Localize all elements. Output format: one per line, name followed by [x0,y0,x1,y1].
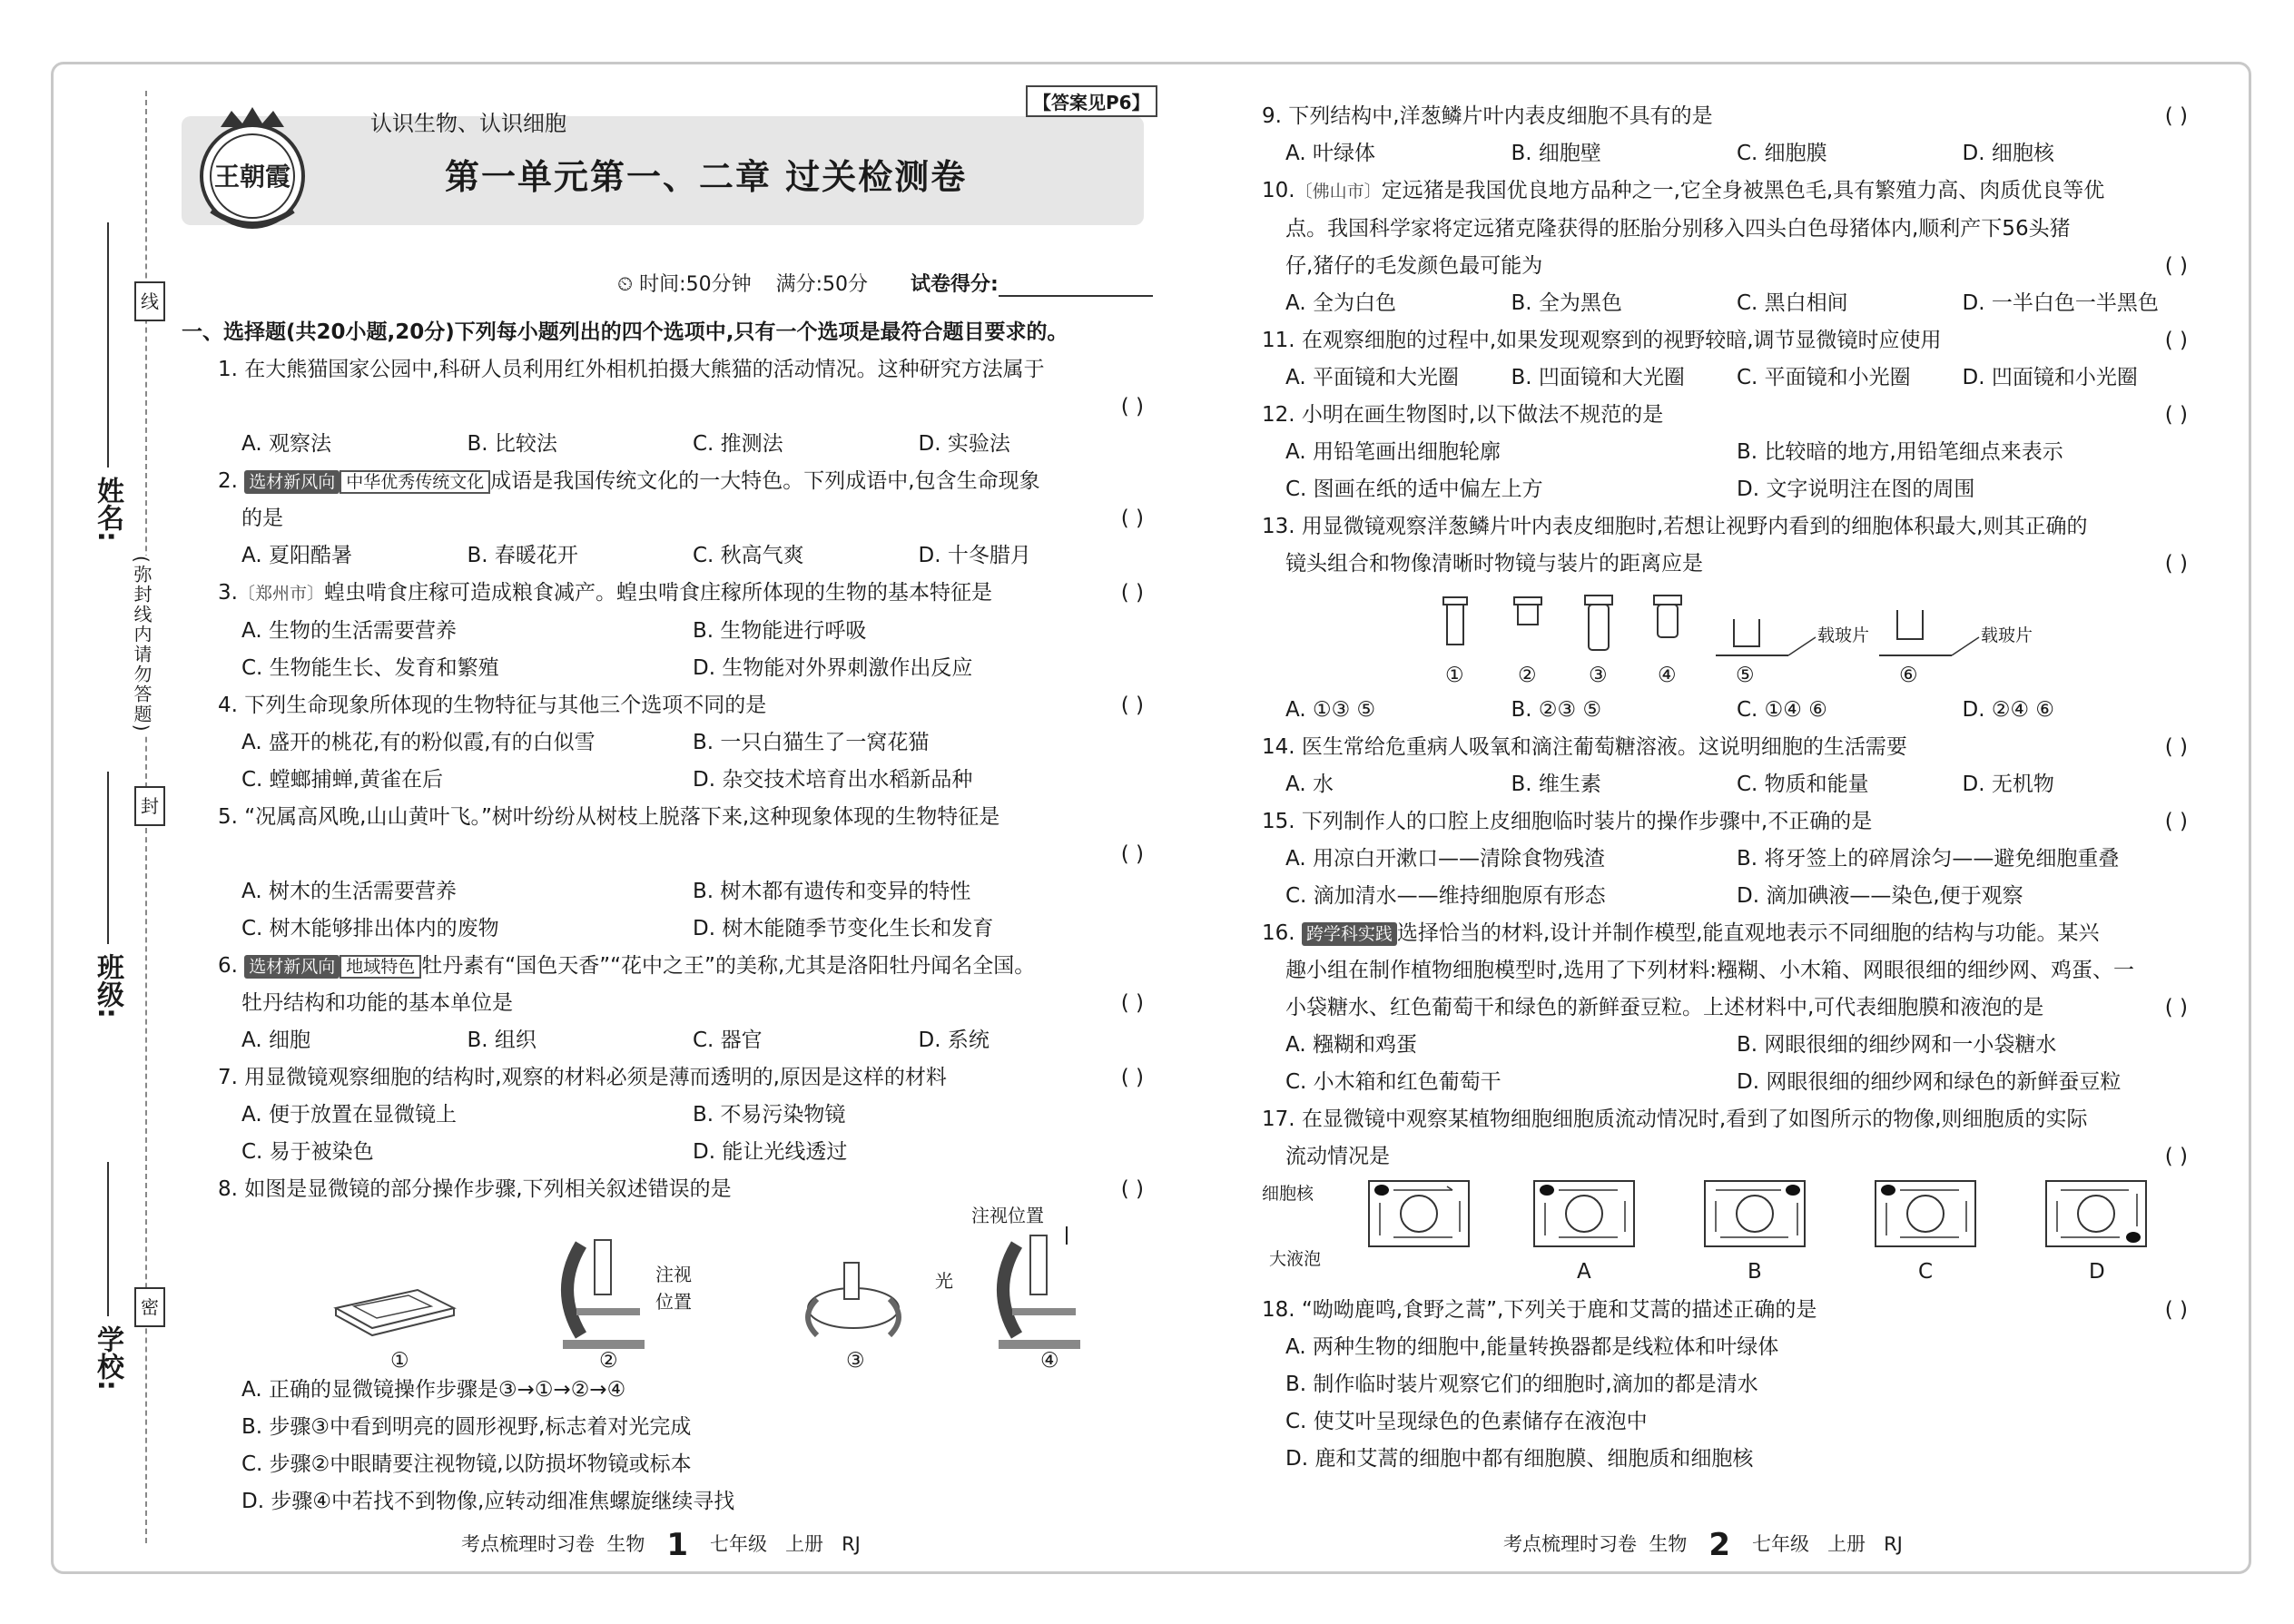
question-1 [182,351,1144,463]
q12-answer-blank[interactable]: ( ) [2164,403,2188,427]
class-label: 班级: [92,953,123,1019]
q6-option-b[interactable]: B. 组织 [467,1029,537,1052]
q1-option-b[interactable]: B. 比较法 [467,432,557,456]
q7-options-row2 [218,1134,1144,1171]
q16-option-d[interactable]: D. 网眼很细的细纱网和绿色的新鲜蚕豆粒 [1737,1070,2122,1094]
q8-fig-label-2: ② [599,1349,618,1373]
q13-fig-label-2: ② [1518,664,1537,687]
unit-subtitle: 认识生物、认识细胞 [370,111,566,136]
q7-option-c[interactable]: C. 易于被染色 [241,1140,374,1164]
q12-options-row2 [1262,471,2188,508]
question-9 [1262,98,2188,172]
q6-tag-region: 地域特色 [340,955,421,979]
full-score: 满分:50分 [775,273,869,296]
q13-lens-4-icon [1654,595,1681,637]
question-16 [1262,915,2188,1101]
q12-option-b[interactable]: B. 比较暗的地方,用铅笔细点来表示 [1737,440,2063,464]
q2-tag-new: 选材新风向 [244,470,340,494]
footer-subject: 生物 [606,1533,645,1555]
q17-cell-c-icon [1876,1181,1975,1246]
footer-term: 上册 [1827,1533,1866,1555]
q17-nucleus-label: 细胞核 [1262,1184,1314,1204]
q18-option-a[interactable]: A. 两种生物的细胞中,能量转换器都是线粒体和叶绿体 [1285,1335,1779,1359]
question-13 [1262,508,2188,729]
q15-stem: 15. 下列制作人的口腔上皮细胞临时装片的操作步骤中,不正确的是 [1262,810,1873,833]
binding-char-line: 线 [134,281,165,321]
q2-stem-cont: 的是 [241,507,283,530]
q3-option-c[interactable]: C. 生物能生长、发育和繁殖 [241,656,499,680]
page-title: 第一单元第一、二章 过关检测卷 [445,157,968,197]
q1-option-c[interactable]: C. 推测法 [693,432,783,456]
q11-option-a[interactable]: A. 平面镜和大光圈 [1285,366,1459,389]
school-label: 学校: [92,1325,123,1391]
q6-number: 6. [218,954,238,978]
q15-option-b[interactable]: B. 将牙签上的碎屑涂匀——避免细胞重叠 [1737,847,2120,871]
q1-stem: 1. 在大熊猫国家公园中,科研人员利用红外相机拍摄大熊猫的活动情况。这种研究方法属于 [218,358,1045,381]
question-7 [182,1059,1144,1171]
left-column [182,314,1144,1521]
q17-stem-cont: 流动情况是 [1285,1145,1390,1168]
question-17 [1262,1101,2188,1292]
q14-options [1262,766,2188,803]
q9-options [1262,135,2188,172]
q4-option-d[interactable]: D. 杂交技术培育出水稻新品种 [693,768,973,792]
q10-option-c[interactable]: C. 黑白相间 [1737,291,1848,315]
q2-option-b[interactable]: B. 春暖花开 [467,544,578,567]
q4-option-c[interactable]: C. 螳螂捕蝉,黄雀在后 [241,768,443,792]
q10-number: 10. [1262,179,1295,202]
q13-answer-blank[interactable]: ( ) [2164,552,2188,576]
q7-stem: 7. 用显微镜观察细胞的结构时,观察的材料必须是薄而透明的,原因是这样的材料 [218,1066,947,1089]
clock-icon: ⏲ [617,273,634,296]
q13-options [1262,692,2188,729]
q2-stem: 成语是我国传统文化的一大特色。下列成语中,包含生命现象 [490,469,1040,493]
q3-number: 3. [218,581,238,605]
q10-answer-blank[interactable]: ( ) [2164,254,2188,278]
q16-answer-blank[interactable]: ( ) [2164,996,2188,1019]
q9-stem: 9. 下列结构中,洋葱鳞片叶内表皮细胞不具有的是 [1262,104,1713,128]
q7-answer-blank[interactable]: ( ) [1120,1066,1144,1089]
question-11 [1262,322,2188,397]
q16-tag-cross: 跨学科实践 [1302,922,1397,946]
q3-option-a[interactable]: A. 生物的生活需要营养 [241,619,457,643]
q8-fig-step3-light-icon [808,1263,899,1335]
q11-option-b[interactable]: B. 凹面镜和大光圈 [1511,366,1685,389]
q2-options [218,537,1144,575]
q4-option-b[interactable]: B. 一只白猫生了一窝花猫 [693,731,930,754]
q17-label-a: A [1577,1260,1591,1284]
q16-option-a[interactable]: A. 糨糊和鸡蛋 [1285,1033,1417,1057]
footer-right [1503,1527,1903,1563]
q8-fig-note: 注视 位置 [655,1264,692,1313]
q9-answer-blank[interactable]: ( ) [2164,104,2188,128]
q10-stem-cont2: 仔,猪仔的毛发颜色最可能为 [1285,254,1543,278]
q9-option-c[interactable]: C. 细胞膜 [1737,142,1827,165]
q13-option-a[interactable]: A. ①③ ⑤ [1285,698,1376,722]
question-10 [1262,172,2188,322]
q8-stem: 8. 如图是显微镜的部分操作步骤,下列相关叙述错误的是 [218,1177,732,1201]
q2-option-c[interactable]: C. 秋高气爽 [693,544,804,567]
q14-answer-blank[interactable]: ( ) [2164,735,2188,759]
q1-option-a[interactable]: A. 观察法 [241,432,331,456]
exam-meta [617,269,1153,297]
q4-stem: 4. 下列生命现象所体现的生物特征与其他三个选项不同的是 [218,694,767,717]
footer-series: 考点梳理时习卷 [1503,1533,1637,1555]
q13-fig-label-1: ① [1445,664,1464,687]
section-heading: 一、选择题(共20小题,20分)下列每小题列出的四个选项中,只有一个选项是最符合题目要求的。 [182,320,1068,344]
q14-option-c[interactable]: C. 物质和能量 [1737,773,1869,796]
page-number: 2 [1708,1527,1731,1563]
q8-fig-label-1: ① [390,1349,409,1373]
question-4 [182,687,1144,799]
q13-fig-label-4: ④ [1658,664,1677,687]
q16-stem-cont2: 小袋糖水、红色葡萄干和绿色的新鲜蚕豆粒。上述材料中,可代表细胞膜和液泡的是 [1285,996,2044,1019]
q6-option-c[interactable]: C. 器官 [693,1029,763,1052]
footer-grade: 七年级 [710,1533,768,1555]
q3-option-d[interactable]: D. 生物能对外界刺激作出反应 [693,656,973,680]
question-5 [182,799,1144,948]
q17-label-c: C [1918,1260,1934,1284]
q9-option-a[interactable]: A. 叶绿体 [1285,142,1375,165]
q16-stem-cont1: 趣小组在制作植物细胞模型时,选用了下列材料:糨糊、小木箱、网眼很细的细纱网、鸡蛋、一 [1285,959,2135,982]
score-label: 试卷得分: [911,273,999,296]
q4-answer-blank[interactable]: ( ) [1120,694,1144,717]
q12-option-c[interactable]: C. 图画在纸的适中偏左上方 [1285,477,1543,501]
q2-tag-culture: 中华优秀传统文化 [340,470,490,494]
question-2 [182,463,1144,575]
q10-options [1262,285,2188,322]
q18-option-d[interactable]: D. 鹿和艾蒿的细胞中都有细胞膜、细胞质和细胞核 [1285,1447,1754,1471]
q4-options-row1 [218,724,1144,762]
q8-fig-step1-slide-icon [336,1290,454,1335]
q8-fig-label-4: ④ [1040,1349,1059,1373]
q15-answer-blank[interactable]: ( ) [2164,810,2188,833]
q8-fig-step2-microscope-icon [563,1240,645,1349]
q17-cell-a-icon [1534,1181,1634,1246]
page-number: 1 [666,1527,689,1563]
q13-slide-label-2: 载玻片 [1981,625,2033,645]
q17-original-cell-icon [1369,1181,1469,1246]
q16-option-c[interactable]: C. 小木箱和红色葡萄干 [1285,1070,1501,1094]
question-8 [182,1171,1144,1521]
footer-subject: 生物 [1649,1533,1688,1555]
class-fill-line [107,772,109,944]
q11-stem: 11. 在观察细胞的过程中,如果发现观察到的视野较暗,调节显微镜时应使用 [1262,329,1942,352]
q12-stem: 12. 小明在画生物图时,以下做法不规范的是 [1262,403,1664,427]
q10-option-b[interactable]: B. 全为黑色 [1511,291,1622,315]
binding-char-close: 密 [134,1287,165,1327]
publisher-logo [193,102,311,238]
q12-option-a[interactable]: A. 用铅笔画出细胞轮廓 [1285,440,1501,464]
time-limit: 时间:50分钟 [639,273,752,296]
q11-answer-blank[interactable]: ( ) [2164,329,2188,352]
q17-label-b: B [1748,1260,1762,1284]
question-12 [1262,397,2188,508]
name-label: 姓名: [92,477,123,542]
q10-location: 〔佛山市〕 [1295,182,1382,202]
q5-options-row1 [218,873,1144,910]
q3-stem: 蝗虫啃食庄稼可造成粮食减产。蝗虫啃食庄稼所体现的生物的基本特征是 [323,581,992,605]
q14-option-b[interactable]: B. 维生素 [1511,773,1601,796]
q8-option-b[interactable]: B. 步骤③中看到明亮的圆形视野,标志着对光完成 [241,1415,692,1439]
question-6 [182,948,1144,1059]
q17-stem: 17. 在显微镜中观察某植物细胞细胞质流动情况时,看到了如图所示的物像,则细胞质的实际 [1262,1107,2088,1131]
question-3 [182,575,1144,687]
q6-stem: 牡丹素有“国色天香”“花中之王”的美称,尤其是洛阳牡丹闻名全国。 [421,954,1036,978]
q17-figure [1262,1176,2188,1292]
q1-answer-blank[interactable]: ( ) [1120,395,1144,418]
q13-distance-5-icon [1716,619,1816,655]
q12-options-row1 [1262,434,2188,471]
q15-option-c[interactable]: C. 滴加清水——维持细胞原有形态 [1285,884,1606,908]
q17-answer-blank[interactable]: ( ) [2164,1145,2188,1168]
school-fill-line [107,1162,109,1316]
q13-figure [1262,583,2188,692]
q11-option-c[interactable]: C. 平面镜和小光圈 [1737,366,1911,389]
answer-reference: 【答案见P6】 [1026,85,1157,117]
q17-vacuole-label: 大液泡 [1269,1249,1322,1269]
q13-lens-2-icon [1514,597,1541,625]
q8-option-c[interactable]: C. 步骤②中眼睛要注视物镜,以防损坏物镜或标本 [241,1452,692,1476]
q5-options-row2 [218,910,1144,948]
q6-answer-blank[interactable]: ( ) [1120,991,1144,1015]
q7-option-a[interactable]: A. 便于放置在显微镜上 [241,1103,457,1127]
footer-series: 考点梳理时习卷 [461,1533,595,1555]
q6-options [218,1022,1144,1059]
q16-stem: 选择恰当的材料,设计并制作模型,能直观地表示不同细胞的结构与功能。某兴 [1396,921,2100,945]
q11-options [1262,359,2188,397]
q2-option-a[interactable]: A. 夏阳酷暑 [241,544,352,567]
q2-option-d[interactable]: D. 十冬腊月 [918,544,1031,567]
q13-fig-label-3: ③ [1589,664,1608,687]
q15-option-d[interactable]: D. 滴加碘液——染色,便于观察 [1737,884,2023,908]
q13-option-c[interactable]: C. ①④ ⑥ [1737,698,1827,722]
q13-slide-label-1: 载玻片 [1817,625,1870,645]
q9-option-d[interactable]: D. 细胞核 [1962,142,2054,165]
question-18 [1262,1292,2188,1478]
q18-stem: 18. “呦呦鹿鸣,食野之蒿”,下列关于鹿和艾蒿的描述正确的是 [1262,1298,1817,1322]
q12-option-d[interactable]: D. 文字说明注在图的周围 [1737,477,1975,501]
q16-options-row2 [1262,1064,2188,1101]
q10-option-a[interactable]: A. 全为白色 [1285,291,1396,315]
footer-grade: 七年级 [1752,1533,1810,1555]
q13-distance-6-icon [1879,610,1979,655]
q3-answer-blank[interactable]: ( ) [1120,581,1144,605]
q2-number: 2. [218,469,238,493]
q5-option-d[interactable]: D. 树木能随季节变化生长和发育 [693,917,994,940]
q13-lens-1-icon [1443,597,1467,645]
q16-options-row1 [1262,1027,2188,1064]
q3-option-b[interactable]: B. 生物能进行呼吸 [693,619,867,643]
q3-options-row2 [218,650,1144,687]
footer-term: 上册 [785,1533,824,1555]
q8-figure [218,1205,1144,1373]
q8-fig-light: 光 [935,1270,953,1292]
binding-note: (弥封线内请勿答题) [129,556,155,733]
q10-stem: 定远猪是我国优良地方品种之一,它全身被黑色毛,具有繁殖力高、肉质优良等优 [1381,179,2105,202]
q7-option-d[interactable]: D. 能让光线透过 [693,1140,848,1164]
q6-option-a[interactable]: A. 细胞 [241,1029,310,1052]
q10-stem-cont1: 点。我国科学家将定远猪克隆获得的胚胎分别移入四头白色母猪体内,顺利产下56头猪 [1285,217,2071,241]
q13-stem-cont: 镜头组合和物像清晰时物镜与装片的距离应是 [1285,552,1703,576]
name-fill-line [107,222,109,468]
q4-option-a[interactable]: A. 盛开的桃花,有的粉似霞,有的白似雪 [241,731,596,754]
q10-option-d[interactable]: D. 一半白色一半黑色 [1962,291,2159,315]
q5-option-b[interactable]: B. 树木都有遗传和变异的特性 [693,880,971,903]
q9-option-b[interactable]: B. 细胞壁 [1511,142,1601,165]
q8-fig-top-note: 注视位置 [971,1205,1044,1226]
right-column [1262,98,2188,1478]
q1-options [218,426,1144,463]
q6-stem-cont: 牡丹结构和功能的基本单位是 [241,991,513,1015]
q18-option-c[interactable]: C. 使艾叶呈现绿色的色素储存在液泡中 [1285,1410,1648,1433]
q14-stem: 14. 医生常给危重病人吸氧和滴注葡萄糖溶液。这说明细胞的生活需要 [1262,735,1907,759]
footer-edition: RJ [842,1533,861,1555]
q7-options-row1 [218,1097,1144,1134]
q15-options-row2 [1262,878,2188,915]
q16-number: 16. [1262,921,1295,945]
q3-location: 〔郑州市〕 [237,584,324,604]
binding-char-seal: 封 [134,786,165,826]
q8-option-a[interactable]: A. 正确的显微镜操作步骤是③→①→②→④ [241,1378,626,1402]
footer-left [461,1527,861,1563]
q8-option-d[interactable]: D. 步骤④中若找不到物像,应转动细准焦螺旋继续寻找 [241,1490,735,1513]
q5-option-a[interactable]: A. 树木的生活需要营养 [241,880,457,903]
q18-answer-blank[interactable]: ( ) [2164,1298,2188,1322]
q14-option-a[interactable]: A. 水 [1285,773,1334,796]
q13-fig-label-5: ⑤ [1736,664,1755,687]
q5-stem: 5. “况属高风晚,山山黄叶飞。”树叶纷纷从树枝上脱落下来,这种现象体现的生物特征是 [218,805,1000,829]
q8-fig-label-3: ③ [846,1349,865,1373]
q6-tag-new: 选材新风向 [244,955,340,979]
q15-options-row1 [1262,841,2188,878]
q5-option-c[interactable]: C. 树木能够排出体内的废物 [241,917,499,940]
q3-options-row1 [218,613,1144,650]
q5-answer-blank[interactable]: ( ) [1120,842,1144,866]
q17-label-d: D [2089,1260,2105,1284]
q13-fig-label-6: ⑥ [1899,664,1918,687]
q6-option-d[interactable]: D. 系统 [918,1029,989,1052]
q4-options-row2 [218,762,1144,799]
svg-text:王朝霞: 王朝霞 [213,162,291,192]
q17-cell-d-icon [2046,1181,2146,1246]
q11-option-d[interactable]: D. 凹面镜和小光圈 [1962,366,2138,389]
q13-stem: 13. 用显微镜观察洋葱鳞片叶内表皮细胞时,若想让视野内看到的细胞体积最大,则其正确的 [1262,515,2088,538]
q16-option-b[interactable]: B. 网眼很细的细纱网和一小袋糖水 [1737,1033,2057,1057]
q8-answer-blank[interactable]: ( ) [1120,1177,1144,1201]
q8-fig-step4-microscope-icon [999,1226,1080,1349]
score-blank[interactable] [999,295,1153,297]
question-14 [1262,729,2188,803]
q1-option-d[interactable]: D. 实验法 [918,432,1010,456]
q15-option-a[interactable]: A. 用凉白开漱口——清除食物残渣 [1285,847,1605,871]
q7-option-b[interactable]: B. 不易污染物镜 [693,1103,846,1127]
q14-option-d[interactable]: D. 无机物 [1962,773,2054,796]
q18-option-b[interactable]: B. 制作临时装片观察它们的细胞时,滴加的都是清水 [1285,1373,1758,1396]
q2-answer-blank[interactable]: ( ) [1120,507,1144,530]
q13-option-d[interactable]: D. ②④ ⑥ [1962,698,2055,722]
q13-lens-3-icon [1585,595,1612,650]
footer-edition: RJ [1884,1533,1903,1555]
q17-cell-b-icon [1705,1181,1805,1246]
q13-option-b[interactable]: B. ②③ ⑤ [1511,698,1602,722]
question-15 [1262,803,2188,915]
